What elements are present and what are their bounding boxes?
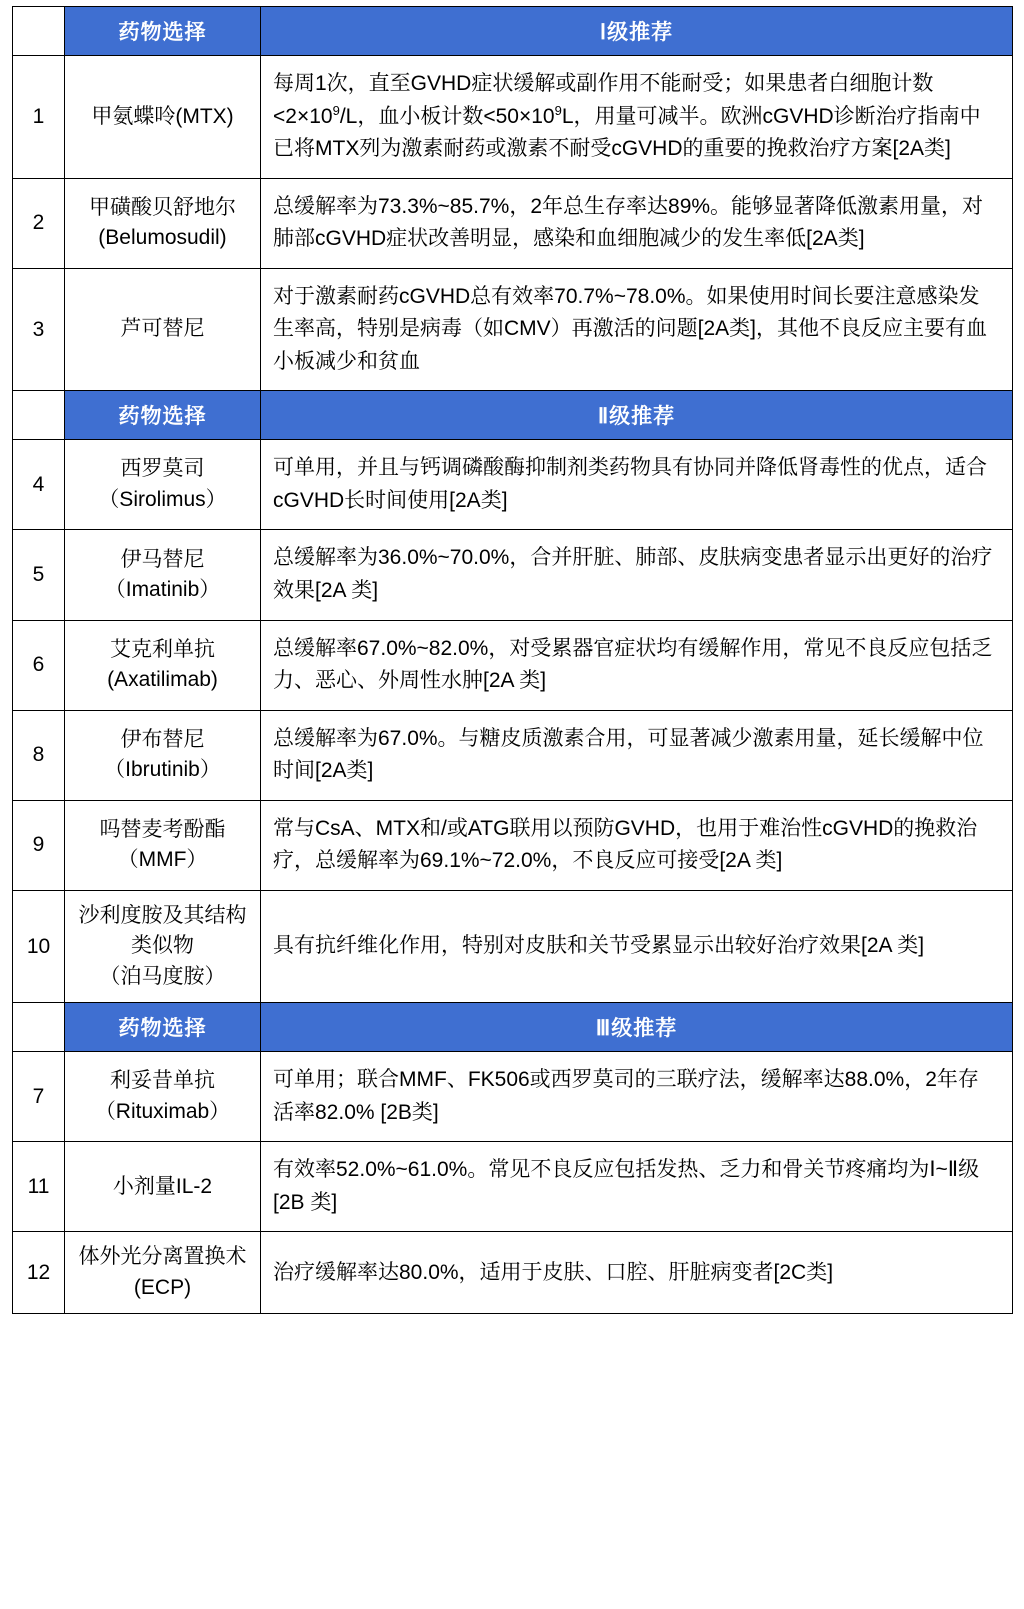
table-row: [13, 56, 1013, 179]
row-number: 10: [13, 890, 65, 1002]
row-number: 5: [13, 530, 65, 620]
row-number: 7: [13, 1052, 65, 1142]
section-header-drug-label: 药物选择: [65, 7, 261, 56]
description-cell: 有效率52.0%~61.0%。常见不良反应包括发热、乏力和骨关节疼痛均为Ⅰ~Ⅱ级[2B 类]: [261, 1142, 1013, 1232]
drug-name-cell: 西罗莫司 （Sirolimus）: [65, 440, 261, 530]
description-cell: 每周1次，直至GVHD症状缓解或副作用不能耐受；如果患者白细胞计数$<2\times 10^9/L$，血小板计数$<50\times 10^9L$，用量可减半。欧洲cGVHD诊断治疗指南中已将MTX列为激素耐药或激素不耐受cGVHD的重要的挽救治疗方案[2A类]: [261, 56, 1013, 179]
table-row: [13, 890, 1013, 1002]
table-row: [13, 440, 1013, 530]
table-row: [13, 1052, 1013, 1142]
row-number: 6: [13, 620, 65, 710]
description-cell: 可单用，并且与钙调磷酸酶抑制剂类药物具有协同并降低肾毒性的优点，适合cGVHD长时间使用[2A类]: [261, 440, 1013, 530]
row-number: 9: [13, 800, 65, 890]
drug-name-cell: 甲磺酸贝舒地尔(Belumosudil): [65, 178, 261, 268]
table-row: [13, 178, 1013, 268]
table-row: [13, 1232, 1013, 1314]
section-header-drug-label: 药物选择: [65, 1003, 261, 1052]
table-body: [13, 7, 1013, 1314]
table-row: [13, 530, 1013, 620]
section-header-row: [13, 391, 1013, 440]
row-number: 12: [13, 1232, 65, 1314]
description-cell: 总缓解率为73.3%~85.7%，2年总生存率达89%。能够显著降低激素用量，对肺部cGVHD症状改善明显，感染和血细胞减少的发生率低[2A类]: [261, 178, 1013, 268]
description-cell: 常与CsA、MTX和/或ATG联用以预防GVHD，也用于难治性cGVHD的挽救治疗，总缓解率为69.1%~72.0%，不良反应可接受[2A 类]: [261, 800, 1013, 890]
table-row: [13, 800, 1013, 890]
section-header-drug-label: 药物选择: [65, 391, 261, 440]
section-header-level-label: Ⅲ级推荐: [261, 1003, 1013, 1052]
drug-name-cell: 伊马替尼 （Imatinib）: [65, 530, 261, 620]
description-cell: 可单用；联合MMF、FK506或西罗莫司的三联疗法，缓解率达88.0%，2年存活率82.0% [2B类]: [261, 1052, 1013, 1142]
row-number: 11: [13, 1142, 65, 1232]
row-number: 8: [13, 710, 65, 800]
drug-name-cell: 沙利度胺及其结构类似物 （泊马度胺）: [65, 890, 261, 1002]
table-row: [13, 620, 1013, 710]
drug-name-cell: 小剂量IL-2: [65, 1142, 261, 1232]
drug-name-cell: 利妥昔单抗 （Rituximab）: [65, 1052, 261, 1142]
description-cell: 治疗缓解率达80.0%，适用于皮肤、口腔、肝脏病变者[2C类]: [261, 1232, 1013, 1314]
section-header-spacer: [13, 1003, 65, 1052]
section-header-row: [13, 1003, 1013, 1052]
drug-name-cell: 甲氨蝶呤(MTX): [65, 56, 261, 179]
table-row: [13, 268, 1013, 391]
description-cell: 总缓解率67.0%~82.0%，对受累器官症状均有缓解作用，常见不良反应包括乏力、恶心、外周性水肿[2A 类]: [261, 620, 1013, 710]
table-row: [13, 710, 1013, 800]
drug-name-cell: 伊布替尼 （Ibrutinib）: [65, 710, 261, 800]
recommendation-table: [12, 6, 1013, 1314]
section-header-spacer: [13, 391, 65, 440]
section-header-level-label: Ⅰ级推荐: [261, 7, 1013, 56]
section-header-row: [13, 7, 1013, 56]
description-cell: 总缓解率为67.0%。与糖皮质激素合用，可显著减少激素用量，延长缓解中位时间[2A类]: [261, 710, 1013, 800]
description-cell: 具有抗纤维化作用，特别对皮肤和关节受累显示出较好治疗效果[2A 类]: [261, 890, 1013, 1002]
description-cell: 总缓解率为36.0%~70.0%，合并肝脏、肺部、皮肤病变患者显示出更好的治疗效果[2A 类]: [261, 530, 1013, 620]
section-header-level-label: Ⅱ级推荐: [261, 391, 1013, 440]
description-cell: 对于激素耐药cGVHD总有效率70.7%~78.0%。如果使用时间长要注意感染发生率高，特别是病毒（如CMV）再激活的问题[2A类]，其他不良反应主要有血小板减少和贫血: [261, 268, 1013, 391]
table-row: [13, 1142, 1013, 1232]
row-number: 3: [13, 268, 65, 391]
row-number: 4: [13, 440, 65, 530]
row-number: 1: [13, 56, 65, 179]
drug-name-cell: 艾克利单抗 (Axatilimab): [65, 620, 261, 710]
drug-name-cell: 吗替麦考酚酯 （MMF）: [65, 800, 261, 890]
row-number: 2: [13, 178, 65, 268]
section-header-spacer: [13, 7, 65, 56]
drug-name-cell: 芦可替尼: [65, 268, 261, 391]
drug-name-cell: 体外光分离置换术(ECP): [65, 1232, 261, 1314]
